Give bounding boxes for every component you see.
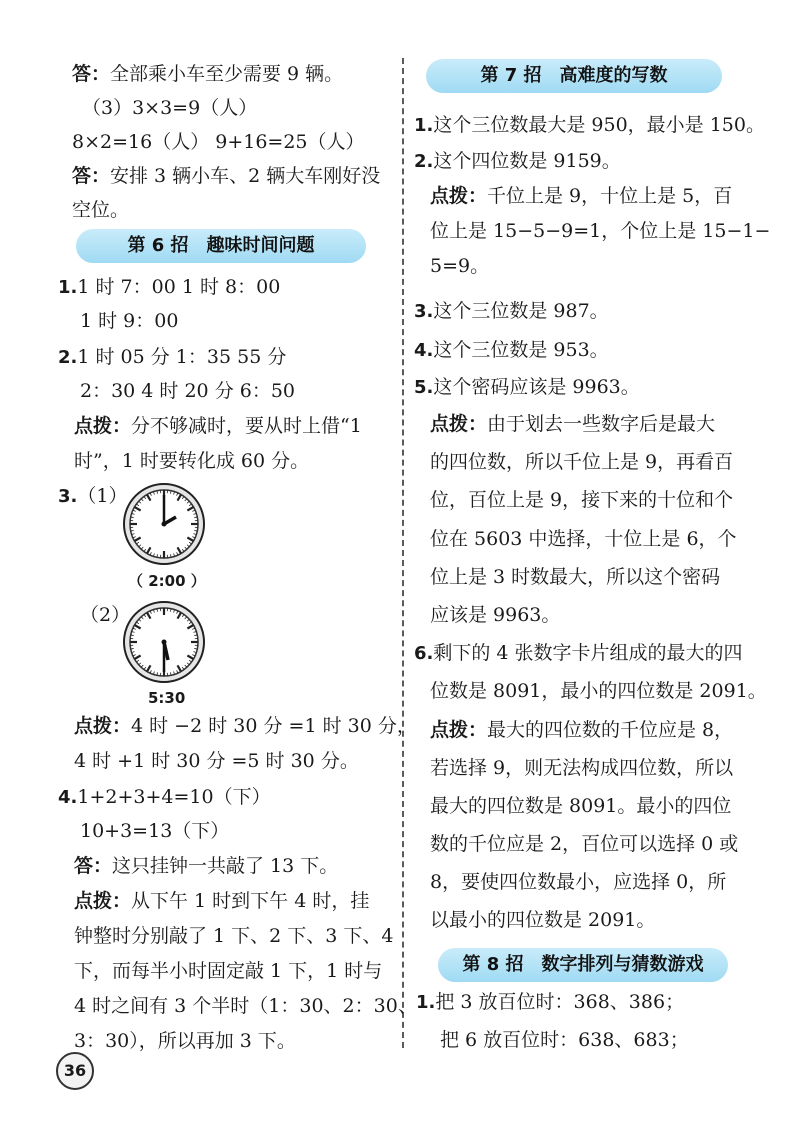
text-line: 若选择 9，则无法构成四位数，所以	[430, 757, 734, 779]
banner-number: 第 8 招	[462, 954, 524, 975]
answer-line	[74, 854, 338, 878]
tip-text: 最大的四位数的千位应是 8，	[487, 719, 734, 741]
text-line: 时”，1 时要转化成 60 分。	[74, 450, 310, 472]
clock-caption: 5:30	[148, 689, 186, 707]
tip-label: 点拨：	[74, 415, 132, 437]
tip-line	[74, 414, 362, 438]
item-text: 1+2+3+4=10（下）	[77, 786, 271, 808]
text-line: 位数是 8091，最小的四位数是 2091。	[430, 680, 767, 702]
answer-item-1	[414, 113, 765, 138]
tip-label: 点拨：	[74, 715, 132, 737]
item-text: 1 时 05 分 1：35 55 分	[77, 346, 287, 368]
answer-item-4	[414, 338, 609, 363]
tip-line	[430, 412, 715, 436]
item-number: 1.	[416, 992, 436, 1013]
tip-label: 点拨：	[430, 185, 488, 207]
tip-text: 从下午 1 时到下午 4 时，挂	[131, 890, 370, 912]
item-text: 这个三位数是 953。	[433, 339, 609, 361]
text-line: 最大的四位数是 8091。最小的四位	[430, 795, 732, 817]
text-line: 把 6 放百位时：638、683；	[440, 1029, 689, 1051]
answer-label: 答：	[72, 63, 111, 85]
clock-icon-2-00	[122, 482, 206, 566]
tip-label: 点拨：	[430, 719, 488, 741]
item-number: 1.	[414, 115, 434, 136]
text-line: 8，要使四位数最小，应选择 0，所	[430, 871, 727, 893]
answer-item-3	[58, 484, 127, 509]
item-text: 这个密码应该是 9963。	[433, 376, 640, 398]
item-number: 3.	[58, 486, 78, 507]
answer-text: 全部乘小车至少需要 9 辆。	[110, 63, 344, 85]
item-number: 2.	[414, 151, 434, 172]
text-line: 位上是 3 时数最大，所以这个密码	[430, 566, 721, 588]
item-text: 这个四位数是 9159。	[433, 150, 621, 172]
tip-line	[74, 714, 416, 738]
tip-text: 由于划去一些数字后是最大	[487, 413, 716, 435]
calc-line: 8×2=16（人） 9+16=25（人）	[72, 131, 365, 153]
clock-caption: （ 2:00 ）	[128, 572, 206, 590]
item-text: 这个三位数是 987。	[433, 300, 609, 322]
item-number: 1.	[58, 277, 78, 298]
answer-item-2	[58, 345, 286, 370]
clock-icon-5-30	[122, 600, 206, 684]
answer-label: 答：	[72, 165, 111, 187]
banner-number: 第 7 招	[480, 65, 542, 86]
banner-title: 趣味时间问题	[206, 235, 315, 256]
text-line: 3：30），所以再加 3 下。	[74, 1030, 296, 1052]
answer-item-4	[58, 785, 271, 810]
answer-item-5	[414, 375, 640, 400]
calc-line: （3）3×3=9（人）	[82, 97, 258, 119]
item-text: 1 时 7：00 1 时 8：00	[77, 276, 281, 298]
tip-line	[430, 184, 732, 208]
item-number: 2.	[58, 347, 78, 368]
answer-item-6	[414, 641, 743, 666]
answer-line	[72, 62, 343, 86]
page-number: 36	[56, 1052, 94, 1090]
tip-text: 4 时 −2 时 30 分 =1 时 30 分，	[131, 715, 416, 737]
answer-text: 安排 3 辆小车、2 辆大车刚好没	[110, 165, 381, 187]
answer-item-2	[414, 149, 621, 174]
item-text: 这个三位数最大是 950，最小是 150。	[433, 114, 765, 136]
answer-item-1	[416, 990, 684, 1015]
text-line: 位，百位上是 9，接下来的十位和个	[430, 489, 734, 511]
tip-text: 千位上是 9，十位上是 5，百	[487, 185, 733, 207]
tip-label: 点拨：	[74, 890, 132, 912]
item-text: 把 3 放百位时：368、386；	[435, 991, 685, 1013]
item-text: （1）	[77, 485, 128, 507]
answer-label: 答：	[74, 855, 113, 877]
text-line: 钟整时分别敲了 1 下、2 下、3 下、4	[74, 925, 394, 947]
text-line: 4 时 +1 时 30 分 =5 时 30 分。	[74, 750, 359, 772]
text-line: 4 时之间有 3 个半时（1：30、2：30、	[74, 995, 417, 1017]
section-banner-7	[426, 59, 722, 93]
item-number: 5.	[414, 377, 434, 398]
text-line: 5=9。	[430, 255, 490, 277]
item-number: 4.	[58, 787, 78, 808]
banner-title: 数字排列与猜数游戏	[541, 954, 704, 975]
banner-title: 高难度的写数	[559, 65, 668, 86]
item-text: 剩下的 4 张数字卡片组成的最大的四	[433, 642, 743, 664]
section-banner-6	[76, 229, 366, 263]
answer-item-1	[58, 275, 280, 300]
text-line: （2）	[80, 604, 131, 626]
text-line: 的四位数，所以千位上是 9，再看百	[430, 451, 734, 473]
text-line: 2：30 4 时 20 分 6：50	[80, 380, 295, 402]
answer-line	[72, 164, 380, 188]
tip-line	[430, 718, 733, 742]
text-line: 应该是 9963。	[430, 604, 561, 626]
text-line: 位在 5603 中选择，十位上是 6，个	[430, 528, 737, 550]
text-line: 下，而每半小时固定敲 1 下，1 时与	[74, 960, 383, 982]
text-line: 空位。	[72, 199, 130, 221]
answer-item-3	[414, 299, 609, 324]
tip-line	[74, 889, 369, 913]
text-line: 以最小的四位数是 2091。	[430, 909, 656, 931]
text-line: 数的千位应是 2，百位可以选择 0 或	[430, 833, 739, 855]
text-line: 1 时 9：00	[80, 310, 179, 332]
section-banner-8	[438, 948, 728, 982]
column-divider	[402, 58, 404, 1048]
item-number: 3.	[414, 301, 434, 322]
banner-number: 第 6 招	[127, 235, 189, 256]
answer-text: 这只挂钟一共敲了 13 下。	[112, 855, 339, 877]
text-line: 位上是 15−5−9=1，个位上是 15−1−	[430, 220, 771, 242]
text-line: 10+3=13（下）	[80, 820, 230, 842]
item-number: 4.	[414, 340, 434, 361]
tip-text: 分不够减时，要从时上借“1	[131, 415, 362, 437]
item-number: 6.	[414, 643, 434, 664]
tip-label: 点拨：	[430, 413, 488, 435]
